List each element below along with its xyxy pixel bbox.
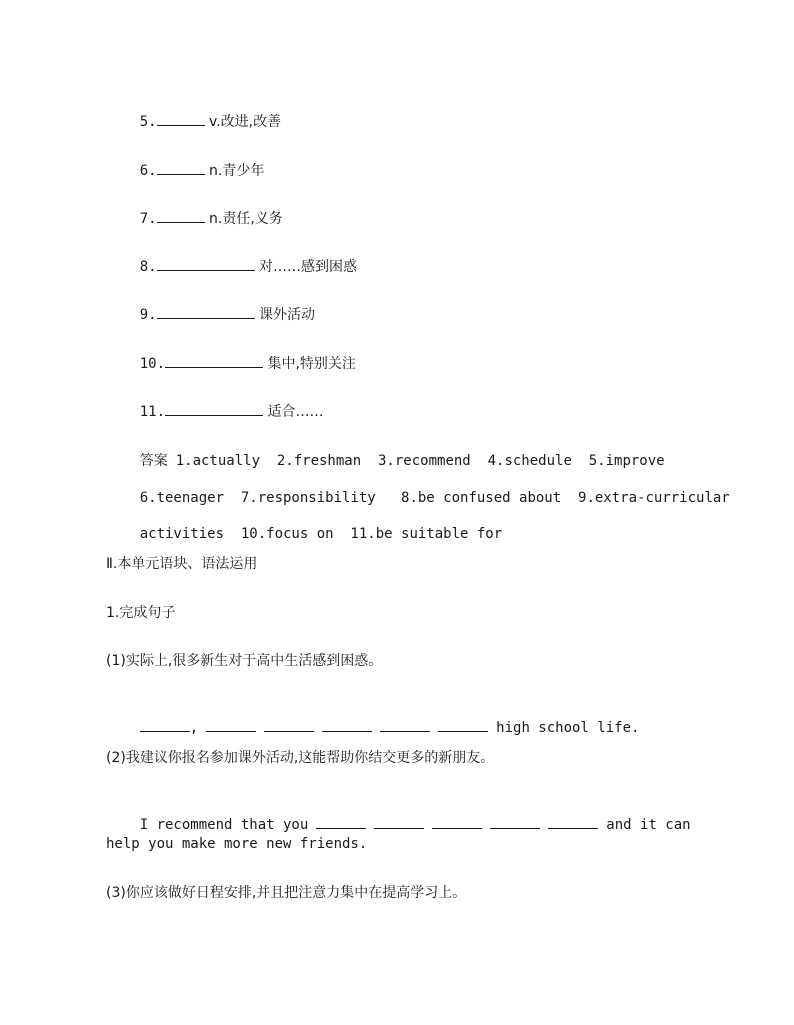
answer-blank[interactable] [316, 816, 366, 829]
item-number: 7. [139, 211, 157, 227]
answer-text: 1.actually 2.freshman 3.recommend 4.schedule 5.improve [175, 453, 665, 469]
item-meaning: n.责任,义务 [204, 211, 283, 227]
subsection-heading: 1.完成句子 [106, 605, 176, 621]
vocab-item-5 [106, 95, 281, 149]
answer-blank[interactable] [206, 719, 256, 732]
answer-blank[interactable] [157, 306, 255, 319]
item-meaning: 适合…… [263, 404, 324, 420]
sentence-end: high school life. [496, 720, 640, 736]
answer-blank[interactable] [157, 113, 205, 126]
item-number: 10. [139, 356, 166, 372]
answer-blank[interactable] [548, 816, 598, 829]
answer-blank[interactable] [438, 719, 488, 732]
answer-blank[interactable] [490, 816, 540, 829]
item-meaning: 课外活动 [254, 307, 316, 323]
question-1: (1)实际上,很多新生对于高中生活感到困惑。 [106, 653, 383, 669]
item-meaning: n.青少年 [204, 163, 265, 179]
comma: , [189, 720, 199, 736]
answer-blank[interactable] [157, 210, 205, 223]
answer-text: 6.teenager 7.responsibility 8.be confused about 9.extra-curricular [139, 490, 730, 506]
section-heading: Ⅱ.本单元语块、语法运用 [106, 556, 258, 572]
answer-blank[interactable] [264, 719, 314, 732]
vocab-item-11 [106, 385, 323, 439]
item-number: 6. [139, 163, 157, 179]
question-2: (2)我建议你报名参加课外活动,这能帮助你结交更多的新朋友。 [106, 750, 495, 766]
vocab-item-9 [106, 288, 315, 342]
sentence-end: and it can [606, 817, 691, 833]
vocab-item-6 [106, 144, 264, 198]
answer-blank[interactable] [140, 719, 190, 732]
item-number: 11. [139, 404, 166, 420]
sentence-start: I recommend that you [139, 817, 309, 833]
item-meaning: v.改进,改善 [204, 114, 282, 130]
vocab-item-8 [106, 240, 357, 294]
answer-blank[interactable] [432, 816, 482, 829]
item-meaning: 对……感到困惑 [254, 259, 358, 275]
answer-blank[interactable] [380, 719, 430, 732]
question-2-answer-line-2: help you make more new friends. [106, 836, 368, 852]
answer-blank[interactable] [157, 258, 255, 271]
answer-label: 答案 [139, 453, 168, 469]
vocab-item-10 [106, 337, 356, 391]
answer-blank[interactable] [374, 816, 424, 829]
question-1-answer-line [106, 701, 639, 755]
answer-blank[interactable] [165, 403, 263, 416]
item-number: 8. [139, 259, 157, 275]
item-number: 5. [139, 114, 157, 130]
item-meaning: 集中,特别关注 [263, 356, 356, 372]
answer-blank[interactable] [157, 162, 205, 175]
answer-line-3 [106, 507, 502, 561]
vocab-item-7 [106, 192, 283, 246]
answer-blank[interactable] [322, 719, 372, 732]
question-3: (3)你应该做好日程安排,并且把注意力集中在提高学习上。 [106, 885, 467, 901]
item-number: 9. [139, 307, 157, 323]
answer-blank[interactable] [165, 355, 263, 368]
answer-text: activities 10.focus on 11.be suitable for [139, 526, 503, 542]
